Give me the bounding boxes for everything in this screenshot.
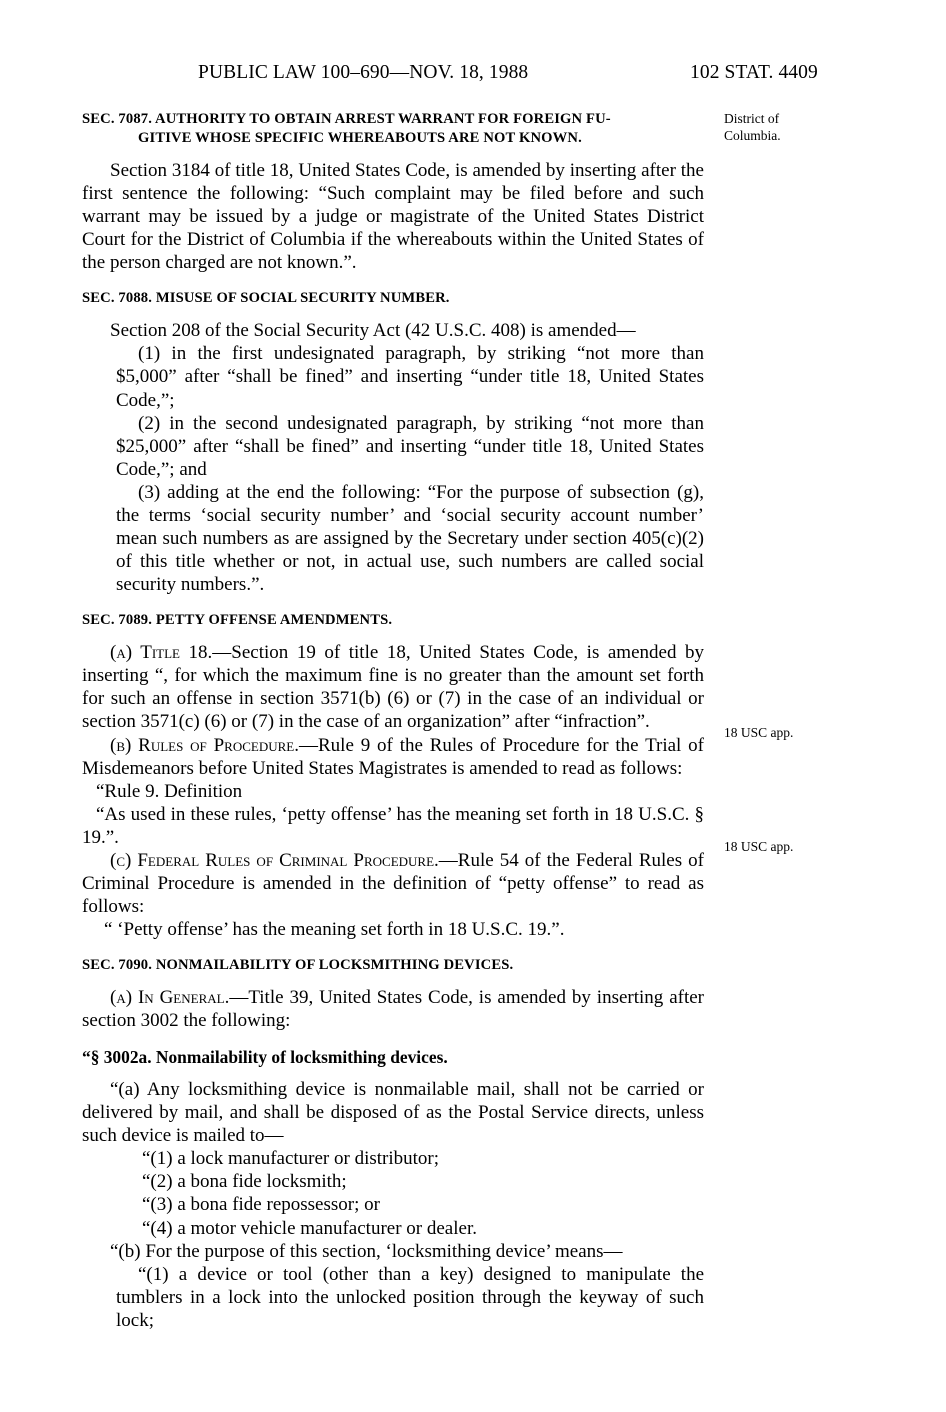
- list-item-3002a-4: “(4) a motor vehicle manufacturer or dealer.: [142, 1217, 477, 1239]
- running-head-center: PUBLIC LAW 100–690—NOV. 18, 1988: [198, 62, 529, 83]
- paragraph-7089-c-quote: “ ‘Petty offense’ has the meaning set forth in 18 U.S.C. 19.”.: [104, 919, 565, 941]
- paragraph-7090-a-text: Title 39, United States Code, is amended by inserting after section 3002 the following:: [82, 987, 704, 1032]
- section-heading-line1: SEC. 7087. AUTHORITY TO OBTAIN ARREST WARRANT FOR FOREIGN FU-: [82, 111, 611, 127]
- list-item-7088-3: (3) adding at the end the following: “For the purpose of subsection (g), the terms ‘social security number’ and ‘social security account number’ mean such numbers as are assigned by the Secretary under section 405(c)(2) of this title whether or not, in actual use, such numbers are called social security numbers.”.: [116, 481, 704, 596]
- list-item-3002a-b-1: “(1) a device or tool (other than a key) designed to manipulate the tumblers in a lock into the unlocked position through the keyway of such lock;: [116, 1263, 704, 1331]
- paragraph-7089-c: [82, 849, 704, 918]
- paragraph-7089-a-text: Section 19 of title 18, United States Code, is amended by inserting “, for which the maximum fine is no greater than the amount set forth for such an offense in section 3571(b) (6) or (7) in the case of an individual or section 3571(c) (6) or (7) in the case of an organization” after “infraction”.: [82, 642, 704, 733]
- section-heading-7089: [82, 611, 704, 630]
- rule-9-title: “Rule 9. Definition: [96, 780, 243, 802]
- rule-9-text: “As used in these rules, ‘petty offense’ has the meaning set forth in 18 U.S.C. § 19.”.: [82, 803, 704, 848]
- margin-note-line: 18 USC app.: [724, 725, 794, 740]
- margin-note-dc: [724, 110, 904, 145]
- running-head-right: 102 STAT. 4409: [690, 62, 818, 83]
- list-item-3002a-3: “(3) a bona fide repossessor; or: [142, 1194, 380, 1216]
- paragraph-7089-b: [82, 734, 704, 780]
- list-item-7088-1: (1) in the first undesignated paragraph, by striking “not more than $5,000” after “shall be fined” and inserting “under title 18, United States Code,”;: [116, 343, 704, 411]
- paragraph-7090-a: [82, 986, 704, 1032]
- paragraph-7089-b-text: Rule 9 of the Rules of Procedure for the Trial of Misdemeanors before United States Magistrates is amended to read as follows:: [82, 734, 704, 779]
- paragraph-7087-body: Section 3184 of title 18, United States Code, is amended by inserting after the first sentence the following: “Such complaint may be filed before and such warrant may be issued by a judge or magistrate of the United States District Court for the District of Columbia if the whereabouts within the United States of the person charged are not known.”.: [82, 159, 704, 274]
- section-heading-7090: [82, 956, 704, 975]
- margin-note-usc-2: [724, 838, 904, 855]
- paragraph-3002a-a: “(a) Any locksmithing device is nonmailable mail, shall not be carried or delivered by mail, and shall be disposed of as the Postal Service directs, unless such device is mailed to—: [82, 1079, 704, 1147]
- list-item-3002a-2: “(2) a bona fide locksmith;: [142, 1171, 347, 1193]
- margin-note-line: District of: [724, 111, 780, 126]
- section-heading-line1: SEC. 7088. MISUSE OF SOCIAL SECURITY NUMBER.: [82, 290, 450, 307]
- paragraph-7089-c-text: Rule 54 of the Federal Rules of Criminal Procedure is amended in the definition of “petty offense” to read as follows:: [82, 849, 704, 918]
- margin-note-usc-1: [724, 724, 904, 741]
- paragraph-label-b: (b) Rules of Procedure.—: [110, 734, 318, 756]
- section-heading-7087: [82, 110, 704, 148]
- paragraph-label-a: (a) Title 18.—: [110, 642, 232, 664]
- margin-note-line: Columbia.: [724, 128, 781, 144]
- margin-note-line: 18 USC app.: [724, 839, 794, 854]
- list-item-7088-2: (2) in the second undesignated paragraph, by striking “not more than $25,000” after “shall be fined” and inserting “under title 18, United States Code,”; and: [116, 412, 704, 480]
- section-heading-line1: SEC. 7090. NONMAILABILITY OF LOCKSMITHING DEVICES.: [82, 957, 514, 974]
- list-item-3002a-1: “(1) a lock manufacturer or distributor;: [142, 1148, 440, 1170]
- running-head: [0, 62, 946, 86]
- paragraph-3002a-b: “(b) For the purpose of this section, ‘locksmithing device’ means—: [110, 1240, 623, 1262]
- section-heading-line2: GITIVE WHOSE SPECIFIC WHEREABOUTS ARE NOT KNOWN.: [138, 129, 582, 146]
- section-heading-7088: [82, 289, 704, 308]
- section-heading-line1: SEC. 7089. PETTY OFFENSE AMENDMENTS.: [82, 612, 393, 629]
- subsection-heading-3002a: “§ 3002a. Nonmailability of locksmithing devices.: [82, 1047, 448, 1068]
- paragraph-7089-a: [82, 641, 704, 733]
- paragraph-label-c: (c) Federal Rules of Criminal Procedure.—: [110, 849, 458, 871]
- paragraph-7088-lead: Section 208 of the Social Security Act (42 U.S.C. 408) is amended—: [110, 320, 636, 342]
- main-text-column: [82, 110, 704, 1332]
- paragraph-label-in-general: (a) In General.—: [110, 987, 249, 1009]
